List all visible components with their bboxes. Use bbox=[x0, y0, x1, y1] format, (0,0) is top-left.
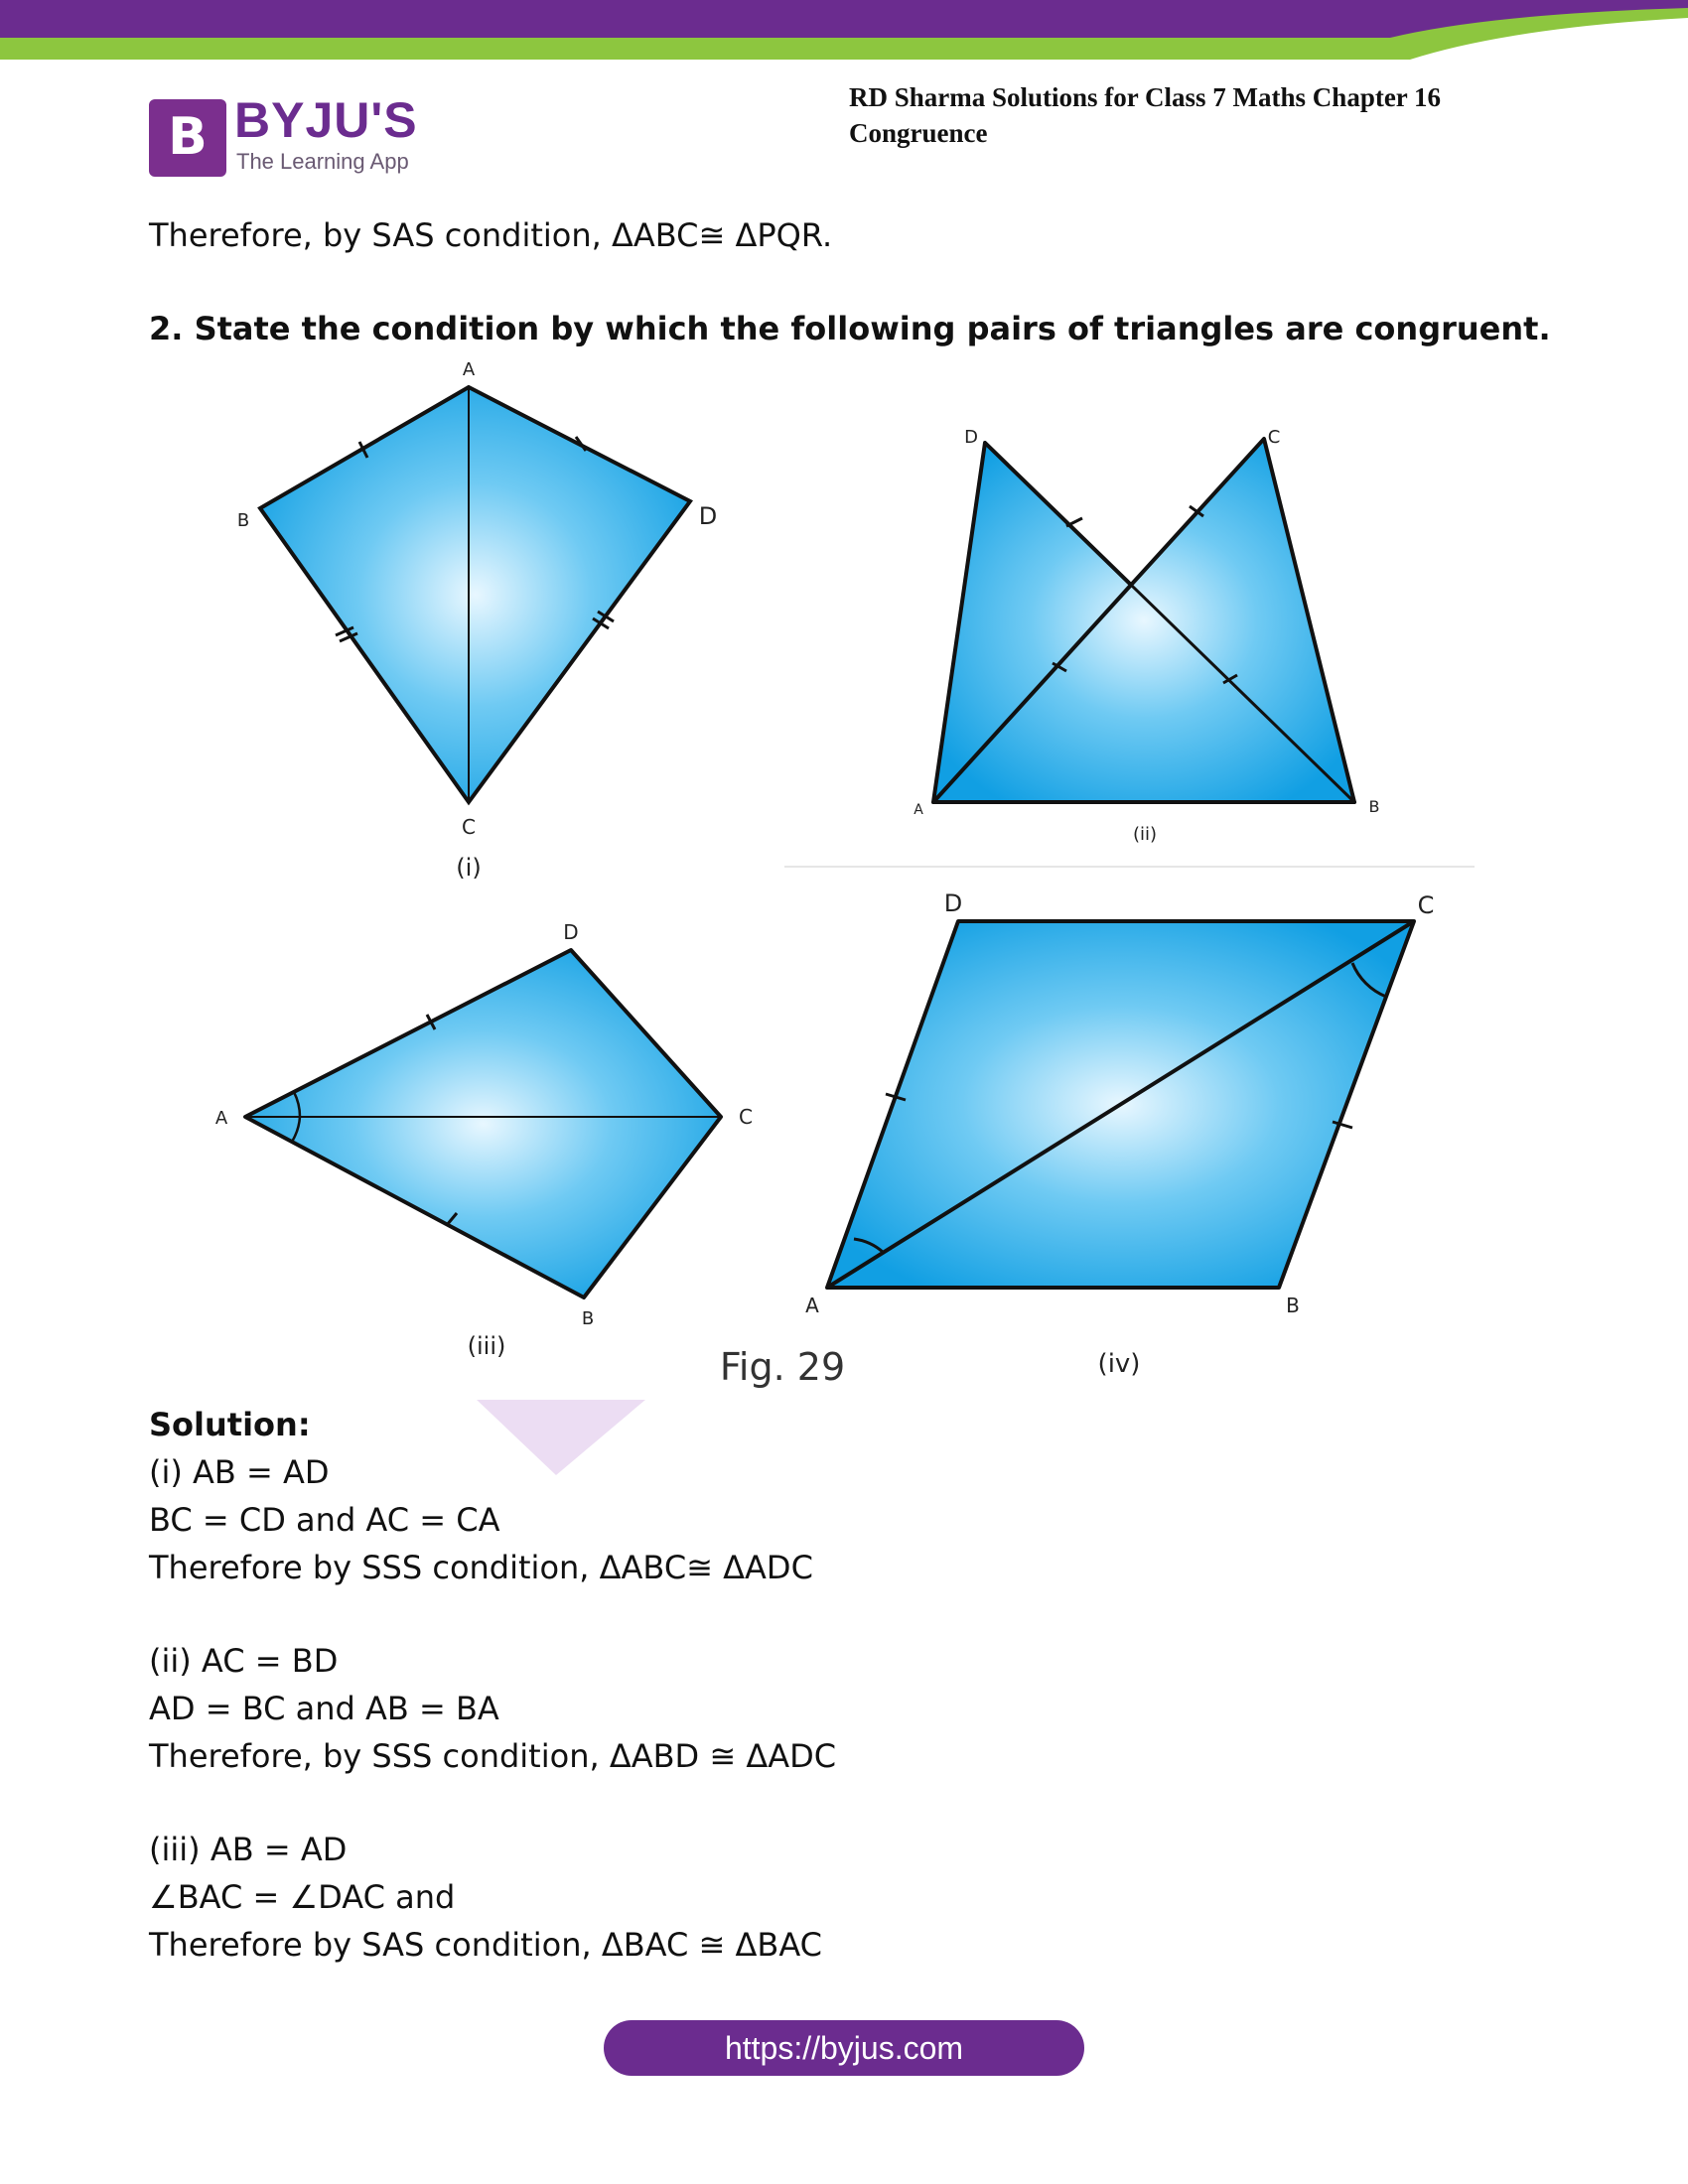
solution-line: Therefore, by SSS condition, ΔABD ≅ ΔADC bbox=[149, 1737, 837, 1775]
solution-line: BC = CD and AC = CA bbox=[149, 1501, 500, 1539]
logo-brand-name: BYJU'S bbox=[234, 92, 418, 148]
solution-line: (ii) AC = BD bbox=[149, 1642, 339, 1680]
intro-text: Therefore, by SAS condition, ΔABC≅ ΔPQR. bbox=[149, 216, 833, 254]
solution-line: (iii) AB = AD bbox=[149, 1831, 348, 1868]
vertex-label-c: C bbox=[739, 1105, 753, 1129]
footer-url-link[interactable]: https://byjus.com bbox=[604, 2020, 1084, 2076]
vertex-label-d: D bbox=[964, 427, 978, 448]
vertex-label-d: D bbox=[563, 920, 579, 944]
logo-tagline: The Learning App bbox=[236, 149, 409, 174]
figure-iv bbox=[805, 889, 1434, 1379]
header-color-band bbox=[0, 0, 1688, 60]
vertex-label-a: A bbox=[914, 802, 923, 818]
solution-line: (i) AB = AD bbox=[149, 1453, 330, 1491]
vertex-label-a: A bbox=[462, 359, 476, 380]
solution-line: Therefore by SSS condition, ΔABC≅ ΔADC bbox=[149, 1549, 813, 1586]
byjus-logo bbox=[149, 92, 437, 179]
figure-caption: Fig. 29 bbox=[719, 1345, 846, 1389]
figure-label-iv: (iv) bbox=[1097, 1349, 1141, 1379]
vertex-label-c: C bbox=[1417, 891, 1435, 919]
question-text: 2. State the condition by which the following pairs of triangles are congruent. bbox=[149, 310, 1551, 347]
solution-line: ∠BAC = ∠DAC and bbox=[149, 1878, 456, 1916]
figure-i bbox=[237, 359, 717, 882]
vertex-label-c: C bbox=[462, 815, 476, 839]
document-title-line-1: RD Sharma Solutions for Class 7 Maths Chapter 16 bbox=[849, 82, 1442, 112]
kite-shape bbox=[245, 950, 721, 1297]
figure-label-i: (i) bbox=[456, 854, 482, 882]
kite-shape bbox=[260, 387, 690, 802]
figure-label-ii: (ii) bbox=[1132, 824, 1158, 845]
vertex-label-d: D bbox=[698, 502, 718, 530]
document-title bbox=[849, 79, 1564, 151]
watermark-shape bbox=[477, 1400, 645, 1475]
logo-mark: B bbox=[149, 99, 226, 177]
figure-ii bbox=[914, 427, 1379, 845]
vertex-label-a: A bbox=[805, 1294, 819, 1317]
solution-line: Therefore by SAS condition, ΔBAC ≅ ΔBAC bbox=[149, 1926, 822, 1964]
figure-label-iii: (iii) bbox=[467, 1332, 506, 1360]
vertex-label-b: B bbox=[1286, 1294, 1300, 1317]
solution-line: AD = BC and AB = BA bbox=[149, 1690, 499, 1727]
vertex-label-b: B bbox=[1368, 797, 1380, 816]
vertex-label-d: D bbox=[943, 889, 963, 917]
vertex-label-c: C bbox=[1267, 427, 1281, 448]
solution-heading: Solution: bbox=[149, 1406, 311, 1443]
figure-iii bbox=[215, 920, 753, 1360]
vertex-label-a: A bbox=[214, 1108, 228, 1129]
vertex-label-b: B bbox=[236, 510, 250, 531]
document-title-line-2: Congruence bbox=[849, 118, 988, 148]
figure-29 bbox=[0, 347, 1688, 1400]
vertex-label-b: B bbox=[581, 1308, 595, 1329]
